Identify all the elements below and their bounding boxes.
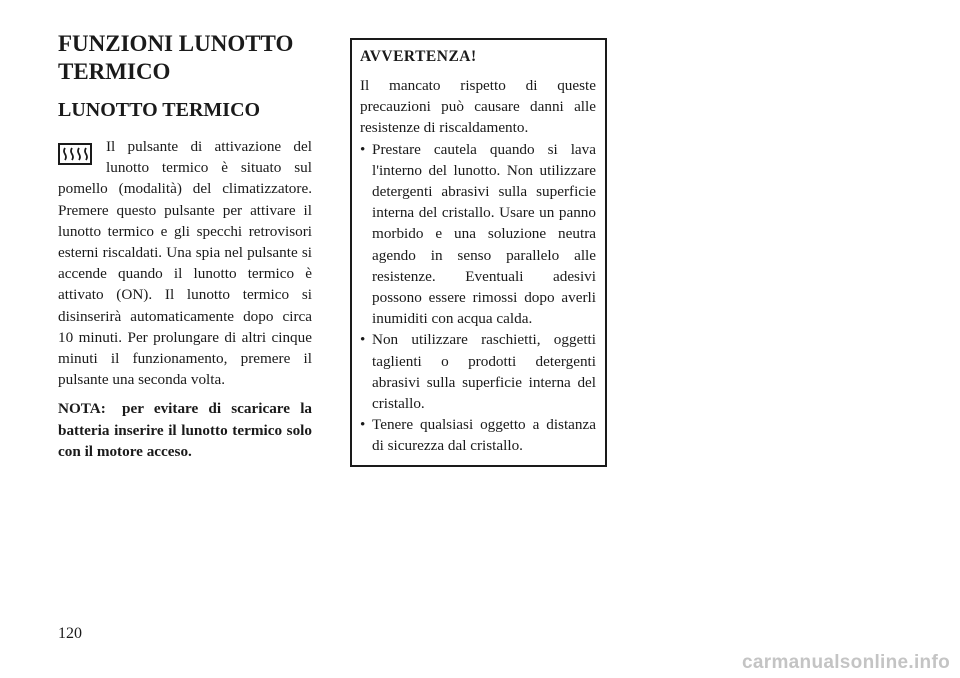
warning-box <box>350 38 607 467</box>
left-column <box>58 30 312 462</box>
warning-item <box>360 139 596 330</box>
section-title-line1: FUNZIONI LUNOTTO <box>58 31 294 56</box>
rear-defrost-icon <box>58 143 92 165</box>
warning-item-text: Tenere qualsiasi oggetto a distanza di sicurezza dal cristallo. <box>372 416 596 455</box>
watermark: carmanualsonline.info <box>742 652 950 673</box>
warning-intro: Il mancato rispetto di queste precauzioni può causare danni alle resistenze di riscaldamento. <box>360 77 596 137</box>
warning-item <box>360 329 596 414</box>
bullet-icon: • <box>360 140 366 158</box>
section-title-line2: TERMICO <box>58 59 171 84</box>
subsection-title: LUNOTTO TERMICO <box>58 99 261 121</box>
body-paragraph: Il pulsante di attivazione del lunotto termico è situato sul pomello (modalità) del climatizzatore. Premere questo pulsante per attivare il lunotto termico e gli specchi retrovisori esterni riscaldati. Una spia nel pulsante si accende quando il lunotto termico è attivato (ON). Il lunotto termico si disinserirà automaticamente dopo circa 10 minuti. Per prolungare di altri cinque minuti il funzionamento, premere il pulsante una seconda volta. <box>58 138 312 389</box>
body-paragraph-container <box>58 136 312 390</box>
note-label: NOTA: <box>58 400 106 418</box>
section-title <box>58 30 312 86</box>
bullet-icon: • <box>360 331 366 349</box>
warning-item <box>360 414 596 456</box>
note <box>58 398 312 462</box>
warning-item-text: Non utilizzare raschietti, oggetti taglienti o prodotti detergenti abrasivi sulla superficie interna del cristallo. <box>372 331 596 413</box>
warning-title: AVVERTENZA! <box>360 48 477 65</box>
page-number: 120 <box>58 625 82 642</box>
warning-item-text: Prestare cautela quando si lava l'interno del lunotto. Non utilizzare detergenti abrasivi sulla superficie interna del cristallo. Usare un panno morbido e una soluzione neutra agendo in senso parallelo alle resistenze. Eventuali adesivi possono essere rimossi dopo averli inumiditi con acqua calda. <box>372 140 596 328</box>
note-text: per evitare di scaricare la batteria inserire il lunotto termico solo con il motore acceso. <box>58 400 313 460</box>
warning-list <box>360 139 596 457</box>
bullet-icon: • <box>360 416 366 434</box>
